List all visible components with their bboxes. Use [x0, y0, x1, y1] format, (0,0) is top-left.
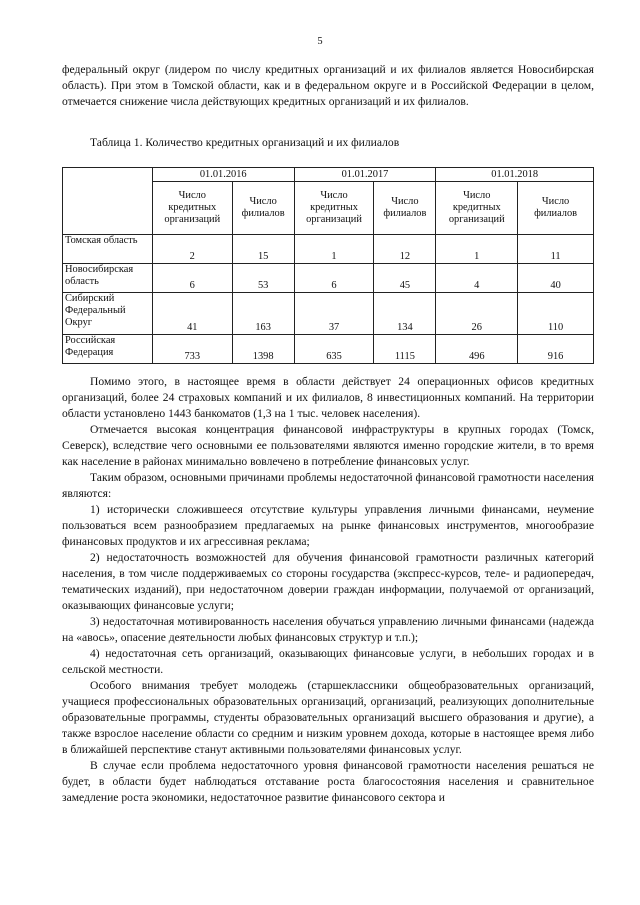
column-header: Число кредитных организаций: [152, 182, 232, 235]
year-header: 01.01.2017: [294, 168, 436, 182]
column-header: Число филиалов: [518, 182, 594, 235]
value-cell: 916: [518, 335, 594, 364]
region-cell: Российская Федерация: [63, 335, 153, 364]
paragraph: Отмечается высокая концентрация финансовой инфраструктуры в крупных городах (Томск, Северск), вследствие чего основными ее пользователями являются именно городские жители, в то время как население в районах минимально вовлечено в потребление финансовых услуг.: [62, 423, 594, 468]
value-cell: 1115: [374, 335, 436, 364]
list-item: 1) исторически сложившееся отсутствие культуры управления личными финансами, неумение пользоваться всем разнообразием предлагаемых на рынке финансовых инструментов, многообразие финансовых продуктов и их агрессивная реклама;: [62, 503, 594, 548]
value-cell: 6: [152, 264, 232, 293]
value-cell: 4: [436, 264, 518, 293]
value-cell: 37: [294, 293, 374, 335]
value-cell: 2: [152, 235, 232, 264]
value-cell: 41: [152, 293, 232, 335]
value-cell: 40: [518, 264, 594, 293]
value-cell: 733: [152, 335, 232, 364]
column-header: Число кредитных организаций: [436, 182, 518, 235]
page-number: 5: [317, 36, 323, 47]
intro-text-block: [62, 62, 594, 110]
region-cell: Томская область: [63, 235, 153, 264]
list-item: 3) недостаточная мотивированность населения обучаться управлению личными финансами (надежда на «авось», опасение деятельности любых финансовых структур и т.п.);: [62, 615, 594, 644]
value-cell: 134: [374, 293, 436, 335]
value-cell: 11: [518, 235, 594, 264]
table-row: [63, 235, 594, 264]
table-caption: Таблица 1. Количество кредитных организаций и их филиалов: [90, 136, 400, 149]
credit-organizations-table: [62, 167, 594, 364]
value-cell: 496: [436, 335, 518, 364]
paragraph: Таким образом, основными причинами проблемы недостаточной финансовой грамотности населения являются:: [62, 471, 594, 500]
main-text-block: [62, 374, 594, 806]
region-cell: Сибирский Федеральный Округ: [63, 293, 153, 335]
table-row: [63, 264, 594, 293]
value-cell: 1: [436, 235, 518, 264]
value-cell: 1398: [232, 335, 294, 364]
value-cell: 1: [294, 235, 374, 264]
paragraph: Особого внимания требует молодежь (старшеклассники общеобразовательных организаций, учащиеся профессиональных образовательных организаций, организаций, реализующих дополнительные образовательные программы, студенты образовательных организаций высшего образования и другие), а также взрослое население области со средним и низким уровнем дохода, которые в настоящее время либо в ближайшей перспективе станут активными пользователями финансовых услуг.: [62, 679, 594, 756]
value-cell: 26: [436, 293, 518, 335]
intro-paragraph: федеральный округ (лидером по числу кредитных организаций и их филиалов является Новосибирская область). При этом в Томской области, как и в федеральном округе и в Российской Федерации в целом, отмечается снижение числа действующих кредитных организаций и их филиалов.: [62, 63, 594, 108]
column-header: Число филиалов: [374, 182, 436, 235]
list-item: 4) недостаточная сеть организаций, оказывающих финансовые услуги, в небольших городах и в сельской местности.: [62, 647, 594, 676]
table-year-header-row: [63, 168, 594, 182]
value-cell: 15: [232, 235, 294, 264]
year-header: 01.01.2016: [152, 168, 294, 182]
value-cell: 110: [518, 293, 594, 335]
year-header: 01.01.2018: [436, 168, 594, 182]
value-cell: 12: [374, 235, 436, 264]
paragraph: В случае если проблема недостаточного уровня финансовой грамотности населения решаться не будет, в области будет наблюдаться отставание роста благосостояния населения и сравнительное замедление роста экономики, недостаточное развитие финансового сектора и: [62, 759, 594, 804]
value-cell: 45: [374, 264, 436, 293]
list-item: 2) недостаточность возможностей для обучения финансовой грамотности различных категорий населения, в том числе поддерживаемых со стороны государства (экспресс-курсов, теле- и радиопередач, тематических изданий), при недостаточном доверии граждан информации, получаемой от организаций, оказывающих финансовые услуги;: [62, 551, 594, 612]
value-cell: 6: [294, 264, 374, 293]
region-cell: Новосибирская область: [63, 264, 153, 293]
value-cell: 163: [232, 293, 294, 335]
paragraph: Помимо этого, в настоящее время в области действует 24 операционных офисов кредитных организаций, более 24 страховых компаний и их филиалов, 8 инвестиционных компаний. На территории области установлено 1443 банкоматов (1,3 на 1 тыс. человек населения).: [62, 375, 594, 420]
value-cell: 53: [232, 264, 294, 293]
column-header: Число кредитных организаций: [294, 182, 374, 235]
table-corner-cell: [63, 168, 153, 235]
column-header: Число филиалов: [232, 182, 294, 235]
table-row: [63, 293, 594, 335]
table-row: [63, 335, 594, 364]
value-cell: 635: [294, 335, 374, 364]
